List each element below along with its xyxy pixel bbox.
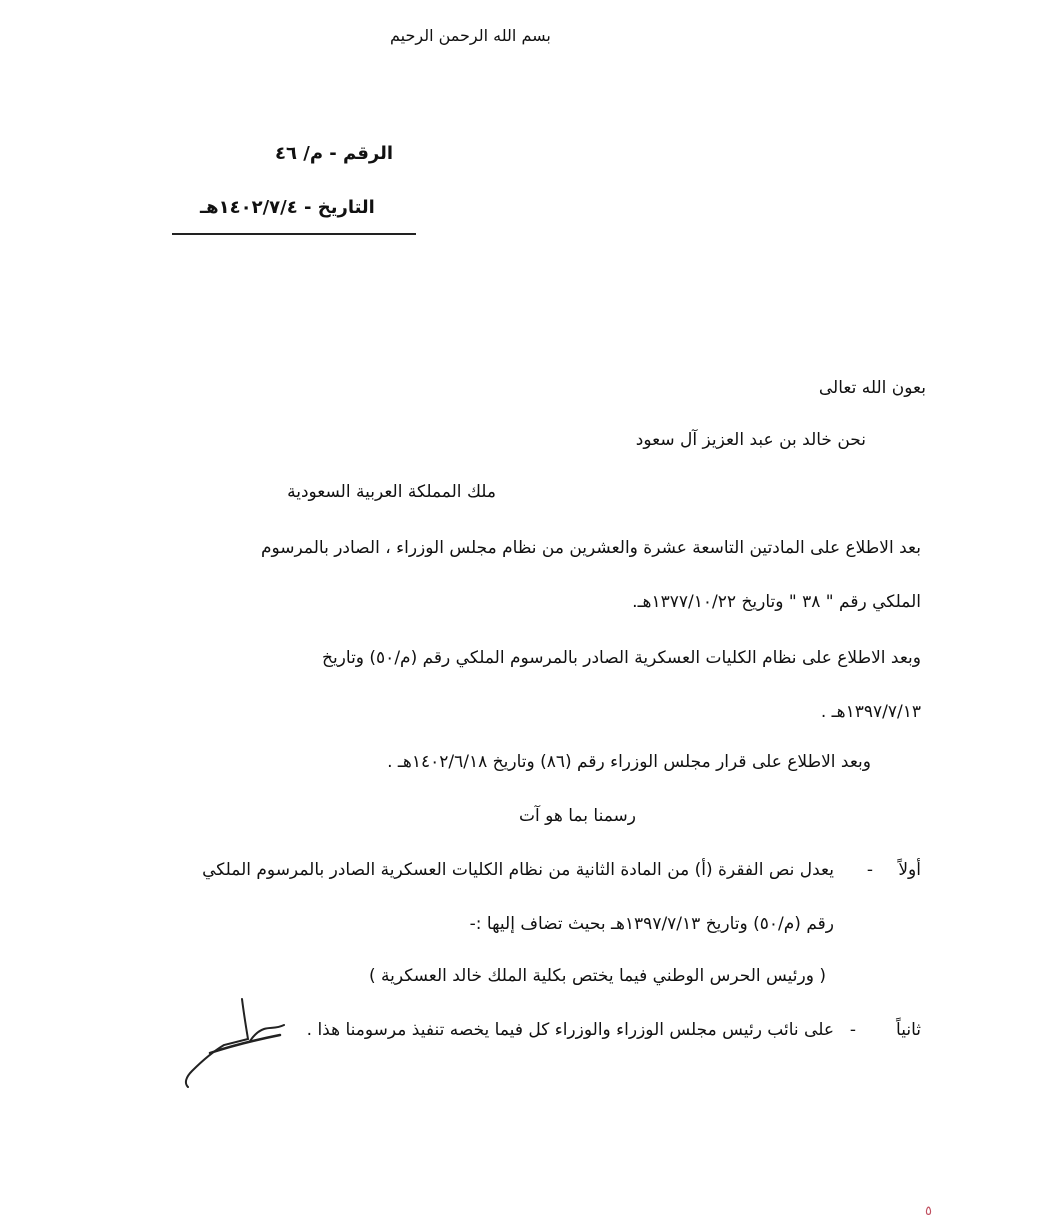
- basmala: بسم الله الرحمن الرحيم: [390, 26, 551, 45]
- king-name: نحن خالد بن عبد العزيز آل سعود: [635, 430, 866, 450]
- opening-invocation: بعون الله تعالى: [818, 378, 926, 398]
- preamble-line-1: بعد الاطلاع على المادتين التاسعة عشرة والعشرين من نظام مجلس الوزراء ، الصادر بالمرسوم: [260, 538, 921, 558]
- item-2-dash: -: [849, 1020, 856, 1040]
- decree-date: التاريخ - ١٤٠٢/٧/٤هـ: [200, 197, 375, 218]
- page-number: ٥: [925, 1204, 932, 1219]
- item-1-text: يعدل نص الفقرة (أ) من المادة الثانية من نظام الكليات العسكرية الصادر بالمرسوم الملكي: [202, 860, 834, 880]
- header-underline: [172, 233, 416, 235]
- item-2-label: ثانياً: [896, 1020, 921, 1040]
- preamble-line-5: وبعد الاطلاع على قرار مجلس الوزراء رقم (٨٦) وتاريخ ١٤٠٢/٦/١٨هـ .: [387, 752, 871, 772]
- preamble-line-2: الملكي رقم " ٣٨ " وتاريخ ١٣٧٧/١٠/٢٢هـ.: [632, 592, 921, 612]
- decree-number: الرقم - م/ ٤٦: [275, 143, 394, 164]
- item-1-label: أولاً: [898, 860, 921, 880]
- preamble-line-3: وبعد الاطلاع على نظام الكليات العسكرية الصادر بالمرسوم الملكي رقم (م/٥٠) وتاريخ: [321, 648, 921, 668]
- preamble-line-4: ١٣٩٧/٧/١٣هـ .: [820, 702, 921, 722]
- king-title: ملك المملكة العربية السعودية: [287, 482, 496, 502]
- item-1-dash: -: [866, 860, 873, 880]
- item-1-continuation: رقم (م/٥٠) وتاريخ ١٣٩٧/٧/١٣هـ بحيث تضاف إليها :-: [469, 914, 834, 934]
- item-2-text: على نائب رئيس مجلس الوزراء والوزراء كل فيما يخصه تنفيذ مرسومنا هذا .: [306, 1020, 834, 1040]
- item-1-inserted-text: ( ورئيس الحرس الوطني فيما يختص بكلية الملك خالد العسكرية ): [368, 966, 826, 986]
- decree-clause: رسمنا بما هو آت: [518, 806, 636, 826]
- handwritten-signature: [180, 995, 290, 1090]
